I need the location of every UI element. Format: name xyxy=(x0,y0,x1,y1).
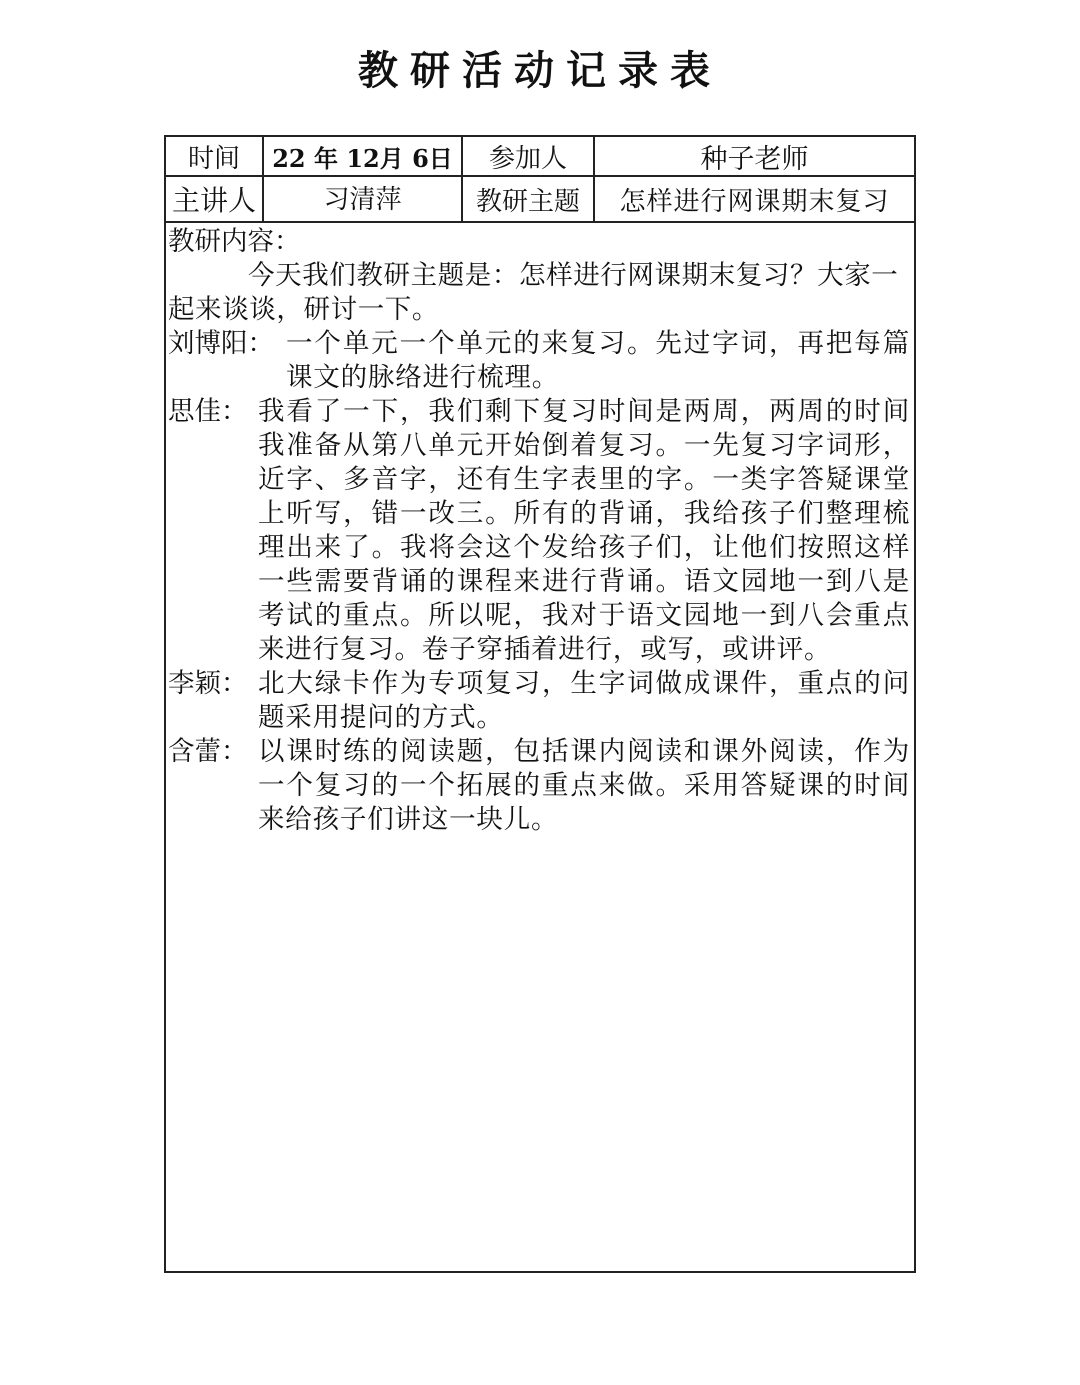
time-value: 22 年 12月 6日 xyxy=(264,137,463,175)
time-label: 时间 xyxy=(166,137,264,175)
discussion-entry xyxy=(168,327,910,395)
header-row-2 xyxy=(166,177,914,223)
header-row-1 xyxy=(166,137,914,177)
research-content xyxy=(166,223,914,837)
page-title: 教研活动记录表 xyxy=(358,48,722,94)
entry-text: 我看了一下，我们剩下复习时间是两周，两周的时间我准备从第八单元开始倒着复习。一先复习字词形，近字、多音字，还有生字表里的字。一类字答疑课堂上听写，错一改三。所有的背诵，我给孩子们整理梳理出来了。我将会这个发给孩子们，让他们按照这样一些需要背诵的课程来进行背诵。语文园地一到八是考试的重点。所以呢，我对于语文园地一到八会重点来进行复习。卷子穿插着进行，或写，或讲评。 xyxy=(258,396,910,665)
speaker-value: 习清萍 xyxy=(264,177,463,221)
entry-speaker: 思佳： xyxy=(168,396,248,427)
content-label: 教研内容： xyxy=(168,226,301,257)
content-intro: 今天我们教研主题是：怎样进行网课期末复习？大家一起来谈谈，研讨一下。 xyxy=(168,260,899,325)
discussion-entry xyxy=(168,735,910,837)
participants-label: 参加人 xyxy=(463,137,595,175)
discussion-entry xyxy=(168,395,910,667)
entry-speaker: 李颖： xyxy=(168,668,248,699)
entry-text: 一个单元一个单元的来复习。先过字词，再把每篇课文的脉络进行梳理。 xyxy=(286,328,910,393)
topic-value: 怎样进行网课期末复习 xyxy=(619,186,890,217)
record-table xyxy=(164,135,916,1273)
speaker-label: 主讲人 xyxy=(166,177,264,221)
entry-speaker: 含蕾： xyxy=(168,736,248,767)
entry-text: 北大绿卡作为专项复习，生字词做成课件，重点的问题采用提问的方式。 xyxy=(258,668,910,733)
entry-text: 以课时练的阅读题，包括课内阅读和课外阅读，作为一个复习的一个拓展的重点来做。采用答疑课的时间来给孩子们讲这一块儿。 xyxy=(258,736,910,835)
discussion-entry xyxy=(168,667,910,735)
topic-label: 教研主题 xyxy=(463,177,595,221)
entry-speaker: 刘博阳： xyxy=(168,328,274,359)
participants-value: 种子老师 xyxy=(700,143,809,175)
